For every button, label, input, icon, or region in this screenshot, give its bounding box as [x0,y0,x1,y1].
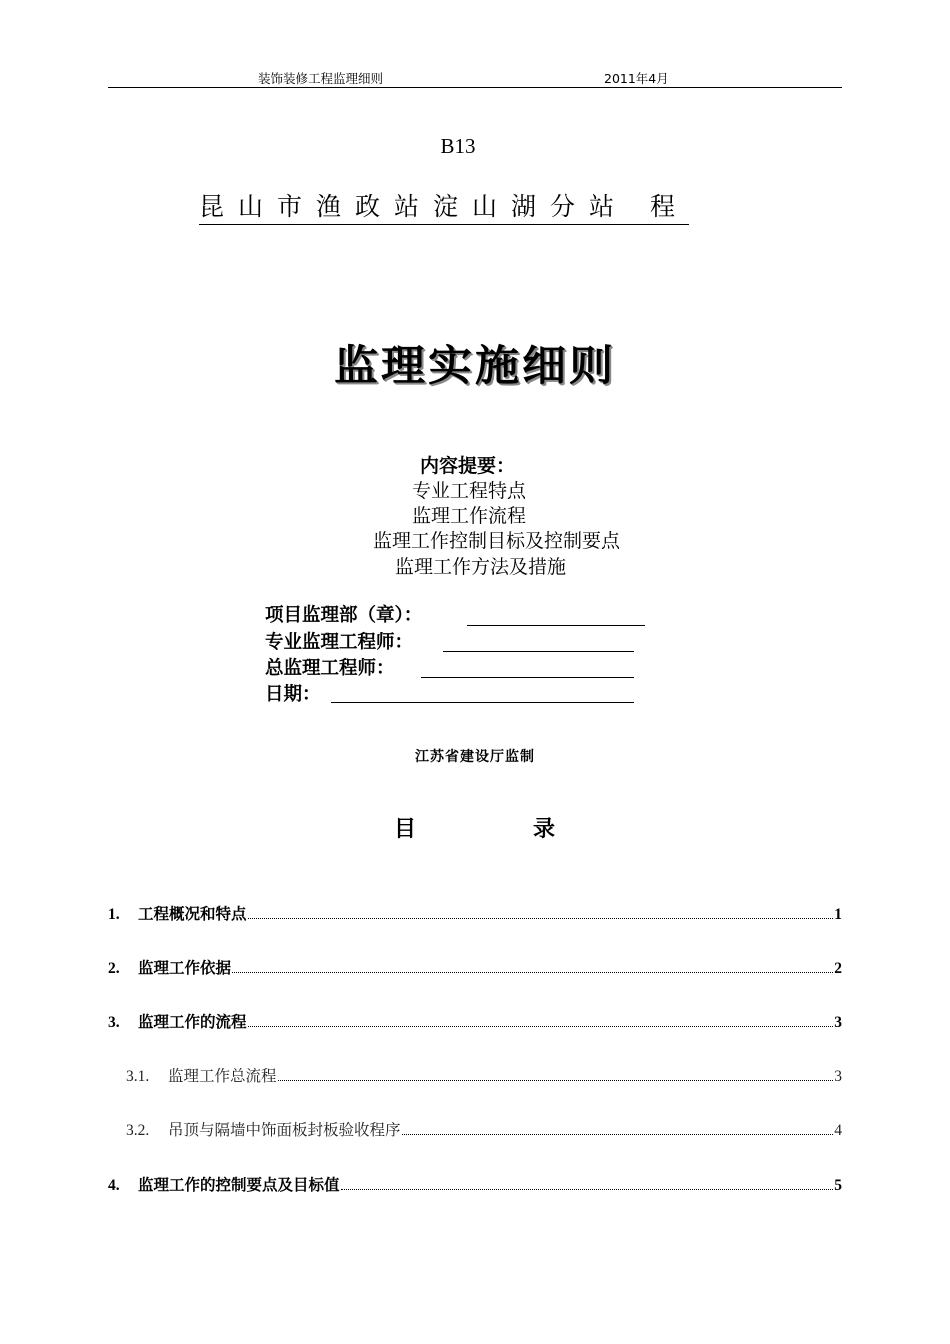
toc-entry-number: 3. [108,1014,120,1031]
summary-item: 监理工作流程 [412,505,527,527]
toc-entry-page: 5 [834,1177,842,1194]
signature-line-department [467,625,645,626]
toc-entry-number: 4. [108,1177,120,1194]
toc-dot-leader [278,1080,834,1081]
signature-label-specialist: 专业监理工程师： [265,632,414,653]
toc-dot-leader [248,918,834,919]
toc-entry-title: 监理工作的控制要点及目标值 [138,1176,340,1194]
summary-item: 专业工程特点 [412,480,527,502]
toc-entry-page: 2 [834,960,842,977]
toc-heading-right: 录 [533,817,556,842]
toc-entry-number: 1. [108,906,120,923]
toc-subentry[interactable] [108,1064,842,1086]
signature-label-department: 项目监理部（章）： [265,605,423,626]
issuer: 江苏省建设厅监制 [415,749,535,765]
project-name: 昆山市渔政站淀山湖分站 程 [199,190,689,225]
toc-heading-left: 目 [394,817,417,842]
toc-entry-page: 1 [834,906,842,923]
signature-line-date [331,702,634,703]
toc-subentry[interactable] [108,1118,842,1140]
document-code: B13 [440,134,476,158]
toc-dot-leader [341,1189,834,1190]
toc-dot-leader [248,1026,834,1027]
summary-title: 内容提要： [420,455,516,477]
signature-line-specialist [443,651,634,652]
signature-label-date: 日期： [265,684,321,705]
signature-line-chief [421,677,634,678]
toc-entry-title: 工程概况和特点 [138,905,247,923]
toc-entry-title: 监理工作的流程 [138,1013,247,1031]
summary-item: 监理工作控制目标及控制要点 [373,530,621,552]
toc-entry[interactable] [108,1010,842,1032]
toc-entry-number: 2. [108,960,120,977]
toc-entry-number: 3.2. [126,1122,150,1139]
toc-entry[interactable] [108,1173,842,1195]
toc-entry[interactable] [108,956,842,978]
toc-entry-number: 3.1. [126,1068,150,1085]
toc-entry-page: 3 [834,1014,842,1031]
toc-entry-page: 3 [834,1068,842,1085]
signature-label-chief: 总监理工程师： [265,658,395,679]
toc-entry-title: 监理工作依据 [138,959,232,977]
toc-dot-leader [232,972,833,973]
summary-item: 监理工作方法及措施 [395,556,567,578]
toc-entry-page: 4 [834,1122,842,1139]
toc-entry-title: 吊顶与隔墙中饰面板封板验收程序 [168,1121,401,1139]
header-document-title: 装饰装修工程监理细则 [258,71,384,86]
toc-entry-title: 监理工作总流程 [168,1067,277,1085]
header-date: 2011年4月 [604,71,669,86]
toc-dot-leader [402,1134,834,1135]
toc-entry[interactable] [108,902,842,924]
main-title: 监理实施细则 [334,342,616,391]
header-rule [108,87,842,88]
